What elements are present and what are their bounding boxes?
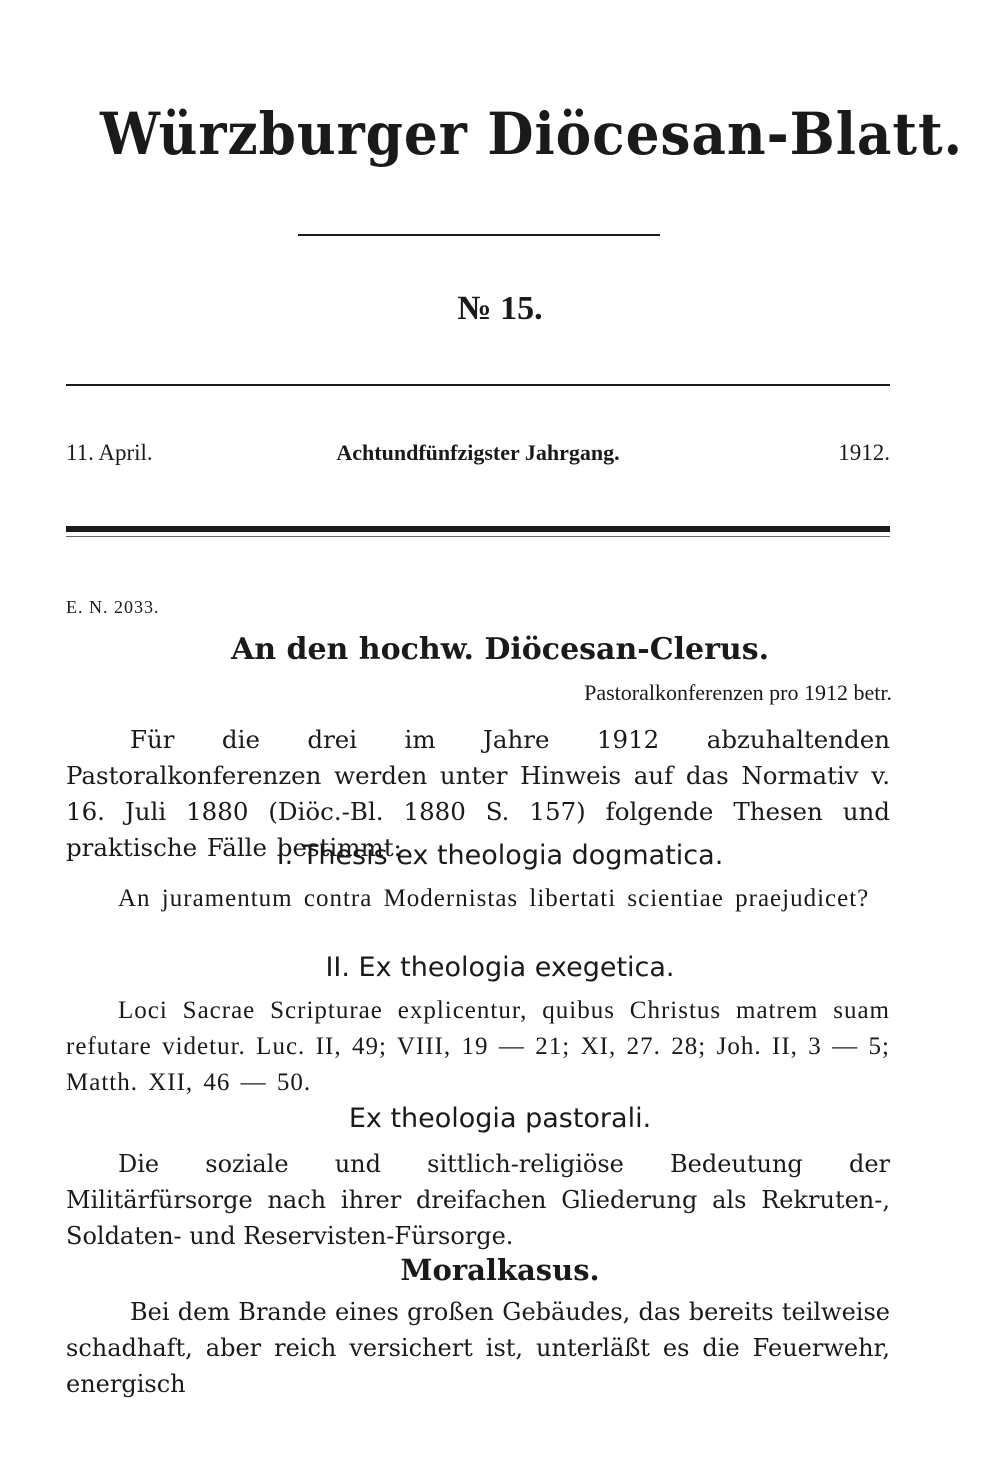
dateline-bottom-rule (66, 526, 890, 532)
masthead-divider (298, 234, 660, 236)
intro-paragraph: Für die drei im Jahre 1912 abzuhaltenden Pastoralkonferenzen werden unter Hinweis auf das Normativ v. 16. Juli 1880 (Diöc.-Bl. 1880 S. 157) folgende Thesen und praktische Fälle bestimmt: (66, 725, 890, 862)
article-heading: An den hochw. Diöcesan-Clerus. (230, 632, 770, 667)
section-pastorali-heading: Ex theologia pastorali. (348, 1103, 652, 1134)
section-exegetica-text: Loci Sacrae Scripturae explicentur, quibus Christus matrem suam refutare videtur. Luc. II, 49; VIII, 19 — 21; XI, 27. 28; Joh. II, 3 — 5; Matth. XII, 46 — 50. (66, 997, 890, 1096)
issue-date: 11. April. (66, 440, 153, 465)
volume-label: Achtundfünfzigster Jahrgang. (336, 440, 620, 465)
section-pastorali-text: Die soziale und sittlich-religiöse Bedeutung der Militärfürsorge nach ihrer dreifachen Gliederung als Rekruten-, Soldaten- und Reservisten-Fürsorge. (66, 1150, 890, 1250)
section-moralkasus-text: Bei dem Brande eines großen Gebäudes, das bereits teilweise schadhaft, aber reich versichert ist, unterläßt es die Feuerwehr, energisch (66, 1298, 890, 1398)
section-moralkasus-heading: Moralkasus. (400, 1253, 600, 1287)
dateline (66, 440, 890, 476)
reference-number: E. N. 2033. (66, 597, 160, 617)
section-dogmatica-text: An juramentum contra Modernistas libertati scientiae praejudicet? (118, 885, 870, 912)
section-dogmatica-heading: I. Thesis ex theologia dogmatica. (276, 840, 724, 871)
dateline-top-rule (66, 384, 890, 386)
issue-number: № 15. (457, 290, 543, 327)
article-subject: Pastoralkonferenzen pro 1912 betr. (584, 680, 892, 705)
masthead-title: Würzburger Diöcesan-Blatt. (100, 100, 964, 168)
section-exegetica-heading: II. Ex theologia exegetica. (325, 952, 675, 983)
dateline-bottom-thin-rule (66, 536, 890, 537)
issue-year: 1912. (838, 440, 890, 465)
